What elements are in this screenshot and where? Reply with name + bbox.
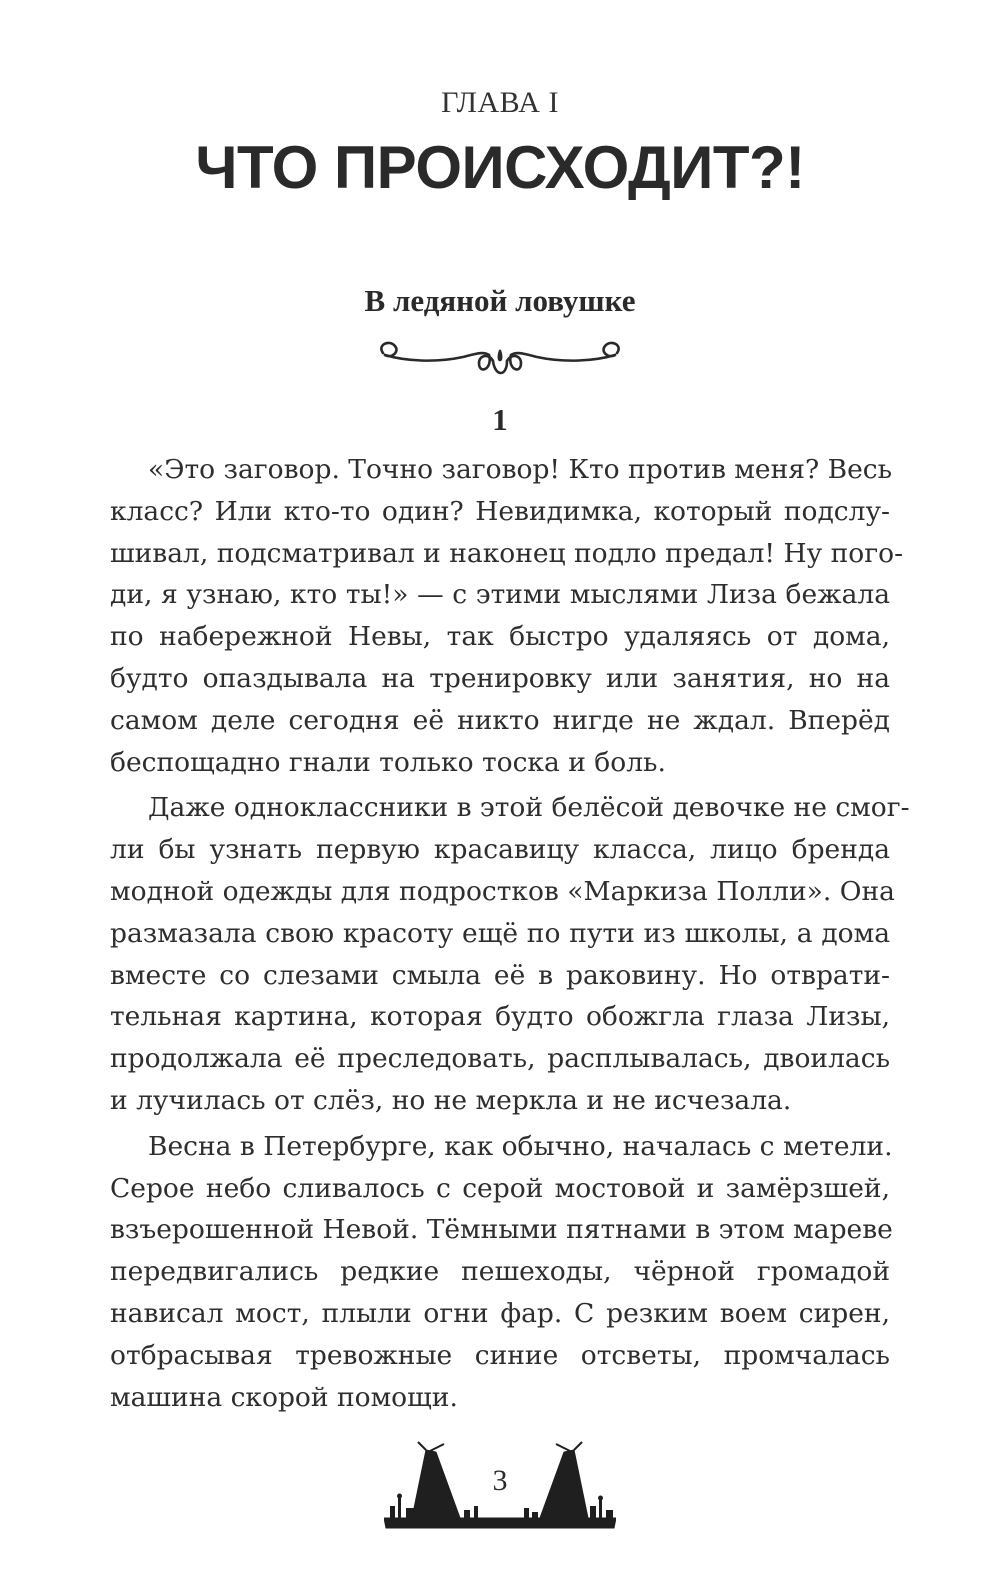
text-line: «Это заговор. Точно заговор! Кто против меня? Весь (148, 454, 893, 485)
text-line: класс? Или кто-то один? Невидимка, который подслу- (110, 495, 890, 527)
text-line: ди, я узнаю, кто ты!» — с этими мыслями Лиза бежала (110, 579, 890, 611)
text-line: шивал, подсматривал и наконец подло предал! Ну пого- (110, 537, 904, 569)
page-number: 3 (492, 1464, 508, 1497)
text-line: Весна в Петербурге, как обычно, началась с метели. (148, 1130, 893, 1162)
text-line: тельная картина, которая будто обожгла глаза Лизы, (110, 1001, 890, 1033)
text-line: модной одежды для подростков «Маркиза Полли». Она (110, 875, 895, 907)
text-line: передвигались редкие пешеходы, чёрной громадой (110, 1256, 890, 1288)
text-line: продолжала её преследовать, расплывалась, двоилась (110, 1043, 890, 1075)
text-line: и лучилась от слёз, но не меркла и не исчезала. (110, 1084, 792, 1116)
paragraph (110, 449, 904, 783)
text-line: вместе со слезами смыла её в раковину. Но отврати- (110, 959, 890, 991)
body-text (110, 449, 910, 1418)
chapter-label: ГЛАВА I (441, 86, 559, 119)
text-line: беспощадно гнали только тоска и боль. (110, 746, 666, 778)
text-line: по набережной Невы, так быстро удаляясь от дома, (110, 621, 890, 653)
text-line: машина скорой помощи. (110, 1381, 458, 1413)
section-number: 1 (492, 402, 508, 437)
text-line: взъерошенной Невой. Тёмными пятнами в этом мареве (110, 1214, 893, 1246)
paragraph (110, 1126, 893, 1419)
text-line: отбрасывая тревожные синие отсветы, промчалась (110, 1339, 890, 1371)
text-line: ли бы узнать первую красавицу класса, лицо бренда (110, 834, 890, 866)
paragraph (110, 787, 910, 1121)
flourish-ornament-icon (375, 333, 625, 385)
text-line: нависал мост, плыли огни фар. С резким воем сирен, (110, 1297, 890, 1329)
chapter-title: ЧТО ПРОИСХОДИТ?! (195, 134, 805, 201)
text-line: Даже одноклассники в этой белёсой девочке не смог- (148, 792, 910, 824)
text-line: Серое небо сливалось с серой мостовой и замёрзшей, (110, 1172, 890, 1204)
text-line: самом деле сегодня её никто нигде не ждал. Вперёд (110, 704, 890, 736)
text-line: размазала свою красоту ещё по пути из школы, а дома (110, 917, 890, 949)
section-title: В ледяной ловушке (364, 283, 636, 318)
text-line: будто опаздывала на тренировку или занятия, но на (110, 662, 890, 694)
